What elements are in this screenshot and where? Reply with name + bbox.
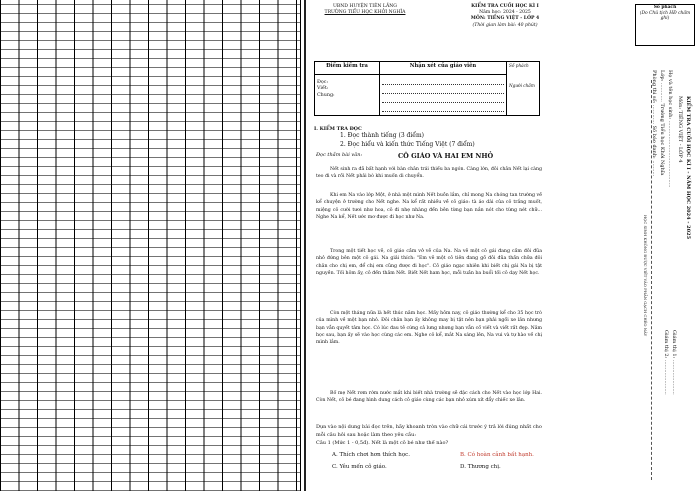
strip-subject-line: Môn: TIẾNG VIỆT - LỚP 4 — [677, 96, 683, 163]
score-col-header: Điểm kiểm tra — [315, 62, 380, 75]
exam-time: (Thời gian làm bài: 40 phút) — [472, 22, 538, 28]
instruction: Dựa vào nội dung bài đọc trên, hãy khoanh tròn vào chữ cái trước ý trả lời đúng nhất cho mỗi câu hỏi sau hoặc làm theo yêu cầu: — [316, 424, 542, 438]
exam-header — [450, 4, 560, 29]
paragraph-4: Còn một tháng nữa là hết thúc năm học. Mấy hôm nay, cô giáo thường kể cho 35 học trò của mình về một bạn nhỏ. Đôi chân bạn ấy không may bị tật nên bạn phải ngồi xe lăn nhưng bạn vẫn quyết tâm học. Có lúc đau tê cứng cả lưng nhưng bạn vẫn cố viết và viết rất đẹp. Năm học sau, bạn ấy sẽ vào học cùng các em. Nghe cô kể, mắt Na sáng lên, Na vui và tự hào về chị mình lắm. — [316, 311, 542, 346]
dept-name: UBND HUYỆN TIÊN LÃNG — [333, 4, 397, 9]
score-row-read: Đọc: — [317, 80, 329, 85]
strip-name-field[interactable]: Họ và tên học sinh: .......................................... — [667, 70, 673, 188]
paragraph-5: Bố mẹ Nết rơm rớm nước mắt khi biết nhà trường sẽ đặc cách cho Nết vào học lớp Hai. Còn Nết, cô bé đang hình dung cách cô giáo cùng các bạn nhỏ xúm xít đẩy chiếc xe lăn. — [316, 391, 542, 404]
section-heading: I. KIỂM TRA ĐỌC — [314, 126, 362, 132]
teacher-label: Người chấm — [509, 82, 535, 88]
secret-code-note: (Do Chủ tịch HĐ chấm ghi) — [639, 10, 691, 22]
strip-exam-line: KIỂM TRA CUỐI HỌC KÌ I - NĂM HỌC 2024 - 2025 — [685, 96, 691, 240]
fold-line — [304, 0, 306, 491]
paragraph-2: Khi em Na vào lớp Một, ở nhà một mình Nết buồn lắm, chỉ mong Na chóng tan trường về kể chuyện ở trường cho Nết nghe. Na kể rất nhiều về cô giáo: tà áo dài của cô trắng muốt, miệng cô cười tươi như hoa, cô đi nhẹ nhàng đến bên từng bạn nắn nót cho từng nét chữ... Nghe Na kể, Nết ước mơ được đi học như Na. — [316, 193, 542, 220]
exam-title: KIỂM TRA CUỐI HỌC KÌ I — [471, 4, 539, 9]
student-info-strip — [615, 0, 695, 491]
paragraph-1: Nết sinh ra đã bất hạnh với bàn chân trái thiếu ba ngón. Càng lớn, đôi chân Nết lại càng teo đi và rồi Nết phải bò khi muốn di chuyển. — [316, 167, 542, 180]
question-1: Câu 1 (Mức 1 - 0,5đ). Nết là một cô bé như thế nào? — [316, 440, 449, 446]
exam-year: Năm học: 2024 - 2025 — [479, 10, 531, 16]
score-row-total: Chung: — [317, 92, 335, 98]
section-2: 2. Đọc hiểu và kiến thức Tiếng Việt (7 điểm) — [340, 141, 475, 148]
story-title: CÔ GIÁO VÀ HAI EM NHỎ — [398, 152, 494, 160]
comment-col-header: Nhận xét của giáo viên — [380, 62, 507, 75]
option-c[interactable]: C. Yêu mến cô giáo. — [332, 464, 387, 470]
exam-page — [310, 0, 615, 491]
paragraph-3: Trong một tiết học vẽ, cô giáo cầm vở vẽ của Na. Na vẽ một cô gái đang cầm đôi đũa nhỏ đứng bên một cô gái. Na giải thích: "Em vẽ một cô tiên đang gõ đôi đũa thần chữa đôi chân cho chị em, để chị em cũng được đi học". Cô giáo ngạc nhiên khi biết chị gái Na bị tật nguyền. Tối hôm ấy, cô đến thăm Nết. Biết Nết ham học, mỗi tuần ba buổi tối cô dạy Nết học. — [316, 249, 542, 276]
cut-line — [651, 80, 652, 480]
score-row-write: Viết: — [317, 86, 329, 92]
school-name: TRƯỜNG TIỂU HỌC KHỞI NGHĨA — [324, 9, 406, 15]
secret-code-box — [635, 4, 695, 46]
invigilator-1[interactable]: Giám thị 1: ...................... — [671, 330, 677, 395]
option-d[interactable]: D. Thương chị. — [460, 464, 501, 470]
secret-code-title: Số phách — [653, 5, 677, 10]
score-table — [314, 61, 540, 116]
exam-subject: MÔN: TIẾNG VIỆT - LỚP 4 — [470, 16, 540, 22]
option-a[interactable]: A. Thích chơi hơn thích học. — [332, 452, 410, 458]
comment-cell — [380, 75, 507, 116]
read-label: Đọc thầm bài văn: — [316, 152, 363, 158]
sign-cell — [507, 62, 540, 116]
sign-label: Số phách — [509, 63, 529, 68]
invigilator-2[interactable]: Giám thị 2: ...................... — [663, 330, 669, 395]
cut-note: HỌC SINH KHÔNG ĐƯỢC VIẾT VÀO PHẦN GẠCH CHÉO NÀY — [643, 215, 648, 337]
option-b[interactable]: B. Có hoàn cảnh bất hạnh. — [460, 452, 534, 458]
school-header — [310, 4, 420, 16]
answer-grid-sheet — [0, 0, 301, 491]
strip-class-field[interactable]: Lớp: ............ Trường Tiểu học Khởi Nghĩa — [659, 70, 665, 176]
section-1: 1. Đọc thành tiếng (3 điểm) — [340, 132, 425, 139]
strip-room-field[interactable]: Phòng thi số: ............ Số báo danh: .......... — [651, 70, 657, 177]
score-cell — [315, 75, 380, 116]
